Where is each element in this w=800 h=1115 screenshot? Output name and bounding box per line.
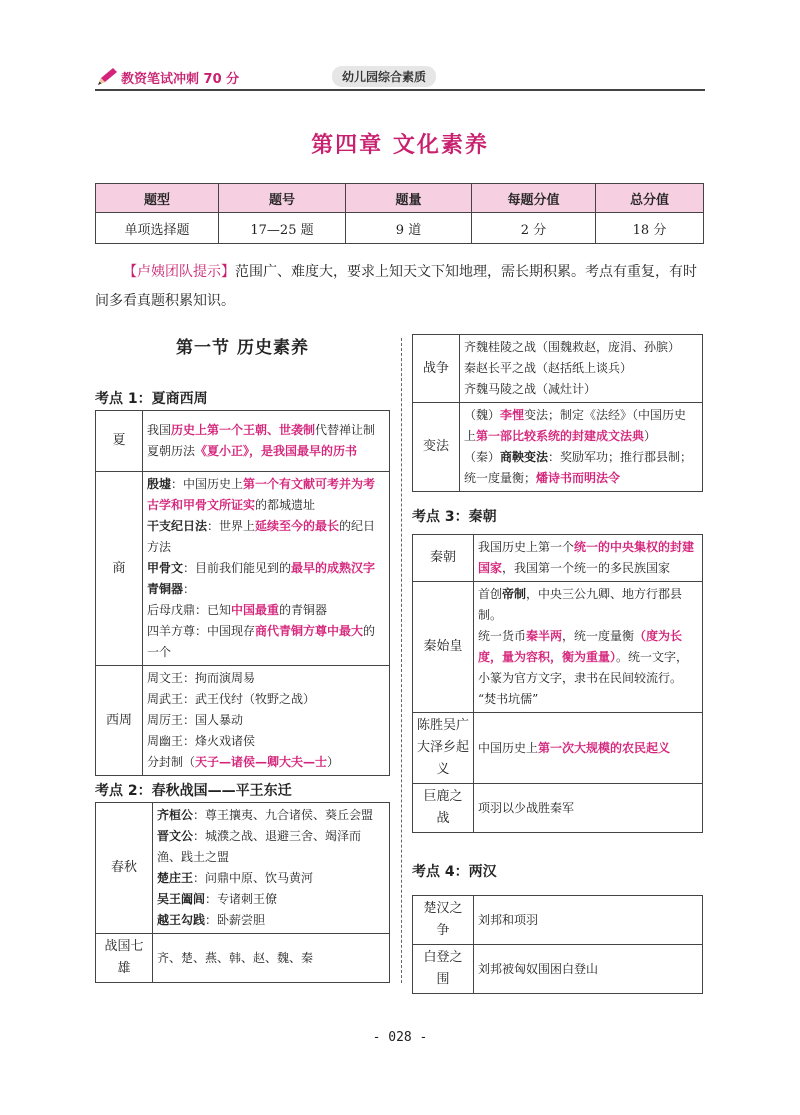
row-content: 齐、楚、燕、韩、赵、魏、秦 <box>153 934 390 983</box>
section-title: 第一节 历史素养 <box>176 338 309 358</box>
kp1-table <box>95 410 390 776</box>
row-content: 周文王：拘而演周易 周武王：武王伐纣（牧野之战） 周厉王：国人暴动 周幽王：烽火戏诸侯 分封制（天子—诸侯—卿大夫—士） <box>143 666 390 776</box>
header-title: 教资笔试冲刺 70 分 <box>121 72 240 87</box>
row-label: 春秋 <box>96 803 153 934</box>
row-content: 中国历史上第一次大规模的农民起义 <box>474 713 703 784</box>
table-row <box>413 335 703 403</box>
kp4-title: 考点 4：两汉 <box>412 864 497 880</box>
row-content: 刘邦和项羽 <box>474 896 703 945</box>
row-content: 我国历史上第一个统一的中央集权的封建国家，我国第一个统一的多民族国家 <box>474 535 703 582</box>
row-content: 首创帝制，中央三公九卿、地方行郡县制。 统一货币秦半两，统一度量衡（度为长度，量为容积，衡为重量）。统一文字，小篆为官方文字，隶书在民间较流行。 “焚书坑儒” <box>474 582 703 713</box>
row-content: 殷墟：中国历史上第一个有文献可考并为考古学和甲骨文所证实的都城遗址 干支纪日法：世界上延续至今的最长的纪日方法 甲骨文：目前我们能见到的最早的成熟汉字 青铜器： 后母戊鼎：已知中国最重的青铜器 四羊方尊：中国现存商代青铜方尊中最大的一个 <box>143 472 390 666</box>
table-row <box>413 582 703 713</box>
row-label: 商 <box>96 472 143 666</box>
kp2-title: 考点 2：春秋战国——平王东迁 <box>95 783 292 799</box>
row-label: 战争 <box>413 335 460 403</box>
header-subtitle-badge: 幼儿园综合素质 <box>332 66 436 87</box>
row-label: 秦始皇 <box>413 582 474 713</box>
score-header-cell: 题型 <box>96 184 219 213</box>
kp3-title: 考点 3：秦朝 <box>412 509 497 525</box>
score-cell: 单项选择题 <box>96 213 219 244</box>
row-content: （魏）李悝变法；制定《法经》（中国历史上第一部比较系统的封建成文法典） （秦）商鞅变法：奖励军功；推行郡县制；统一度量衡；燔诗书而明法令 <box>460 403 703 492</box>
row-label: 楚汉之争 <box>413 896 474 945</box>
row-label: 白登之围 <box>413 945 474 994</box>
header-rule <box>95 89 705 91</box>
table-row <box>413 896 703 945</box>
right-column <box>412 334 703 994</box>
row-content: 项羽以少战胜秦军 <box>474 784 703 833</box>
row-label: 陈胜吴广大泽乡起义 <box>413 713 474 784</box>
column-divider <box>401 338 402 983</box>
kp2-table <box>95 802 390 983</box>
left-column <box>95 325 390 983</box>
tip-text: 范围广、难度大，要求上知天文下知地理，需长期积累。考点有重复，有时间多看真题积累知识。 <box>95 264 697 309</box>
kp4-table <box>412 895 703 994</box>
row-label: 战国七雄 <box>96 934 153 983</box>
table-row <box>96 666 390 776</box>
table-row <box>96 411 390 472</box>
row-label: 夏 <box>96 411 143 472</box>
score-cell: 17—25 题 <box>219 213 346 244</box>
table-row <box>96 472 390 666</box>
table-row <box>413 945 703 994</box>
score-header-cell: 题号 <box>219 184 346 213</box>
row-label: 变法 <box>413 403 460 492</box>
table-row <box>96 934 390 983</box>
tip-label: 【卢姨团队提示】 <box>123 264 235 280</box>
table-row <box>413 784 703 833</box>
score-cell: 18 分 <box>596 213 704 244</box>
score-header-cell: 题量 <box>346 184 472 213</box>
kp1-title: 考点 1：夏商西周 <box>95 391 208 407</box>
tip-paragraph <box>95 258 707 316</box>
pencil-icon <box>95 66 119 88</box>
chapter-title: 第四章 文化素养 <box>311 132 489 158</box>
row-label: 秦朝 <box>413 535 474 582</box>
page-header <box>95 62 705 92</box>
kp2-continued-table <box>412 334 703 492</box>
row-label: 西周 <box>96 666 143 776</box>
row-content: 刘邦被匈奴围困白登山 <box>474 945 703 994</box>
table-row <box>96 803 390 934</box>
row-label: 巨鹿之战 <box>413 784 474 833</box>
score-table-header-row <box>96 184 704 213</box>
score-header-cell: 每题分值 <box>472 184 596 213</box>
kp3-table <box>412 534 703 833</box>
table-row <box>413 403 703 492</box>
table-row <box>413 713 703 784</box>
score-table-row <box>96 213 704 244</box>
score-cell: 2 分 <box>472 213 596 244</box>
score-cell: 9 道 <box>346 213 472 244</box>
table-row <box>413 535 703 582</box>
row-content: 我国历史上第一个王朝、世袭制代替禅让制 夏朝历法《夏小正》，是我国最早的历书 <box>143 411 390 472</box>
row-content: 齐桓公：尊王攘夷、九合诸侯、葵丘会盟 晋文公：城濮之战、退避三舍、竭泽而渔、践土之盟 楚庄王：问鼎中原、饮马黄河 吴王阖闾：专诸刺王僚 越王勾践：卧薪尝胆 <box>153 803 390 934</box>
row-content: 齐魏桂陵之战（围魏救赵，庞涓、孙膑） 秦赵长平之战（赵括纸上谈兵） 齐魏马陵之战（减灶计） <box>460 335 703 403</box>
score-header-cell: 总分值 <box>596 184 704 213</box>
page-number: - 028 - <box>372 1030 428 1045</box>
score-table <box>95 183 704 244</box>
